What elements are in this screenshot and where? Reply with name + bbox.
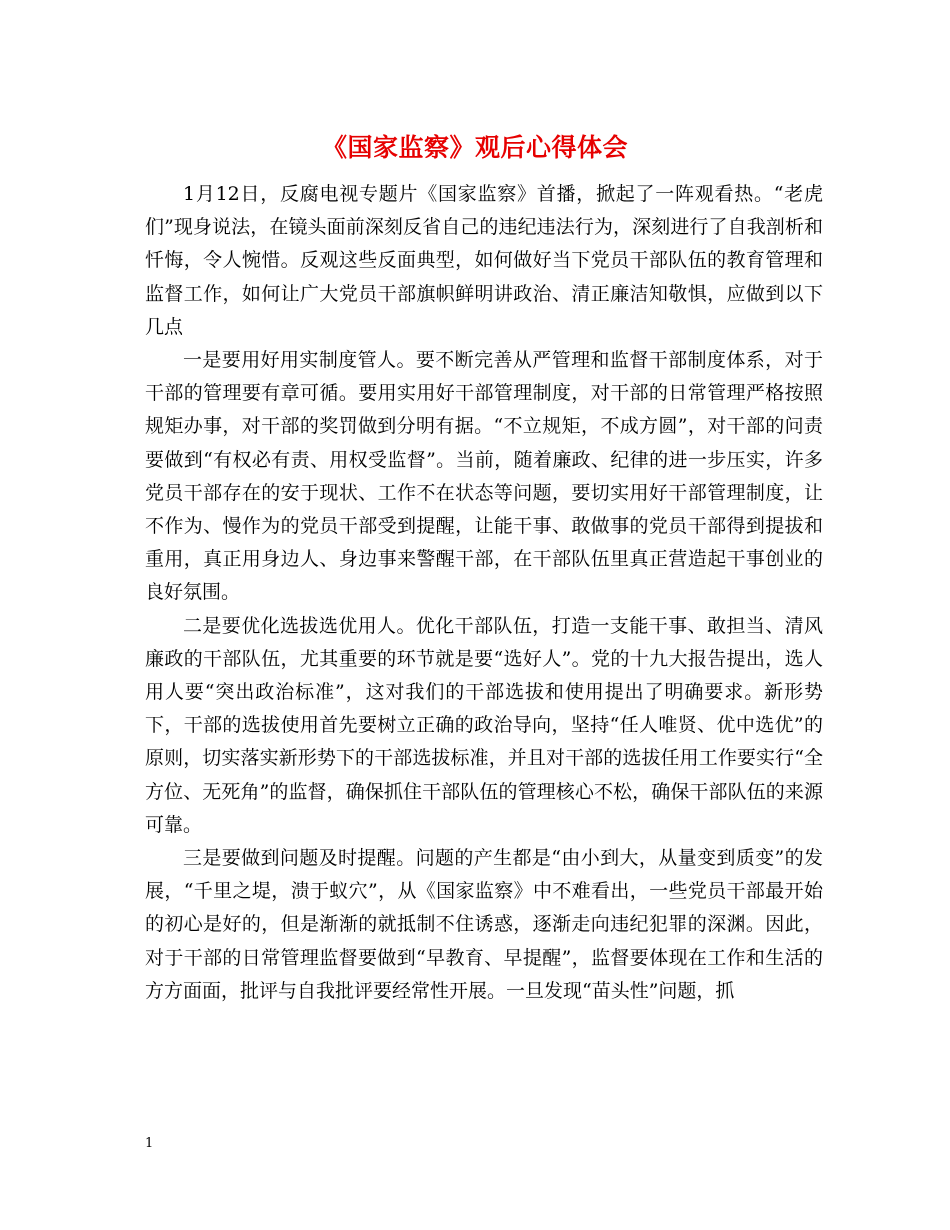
page-number: 1: [145, 1136, 154, 1151]
document-body: [145, 178, 823, 1008]
paragraph-point-2: 二是要优化选拔选优用人。优化干部队伍，打造一支能干事、敢担当、清风廉政的干部队伍，尤其重要的环节就是要“选好人”。党的十九大报告提出，选人用人要“突出政治标准”，这对我们的干部选拔和使用提出了明确要求。新形势下，干部的选拔使用首先要树立正确的政治导向，坚持“任人唯贤、优中选优”的原则，切实落实新形势下的干部选拔标准，并且对干部的选拔任用工作要实行“全方位、无死角”的监督，确保抓住干部队伍的管理核心不松，确保干部队伍的来源可靠。: [145, 614, 823, 836]
document-title: 《国家监察》观后心得体会: [321, 133, 628, 162]
paragraph-intro: 1月12日，反腐电视专题片《国家监察》首播，掀起了一阵观看热。“老虎们”现身说法，在镜头面前深刻反省自己的违纪违法行为，深刻进行了自我剖析和忏悔，令人惋惜。反观这些反面典型，如何做好当下党员干部队伍的教育管理和监督工作，如何让广大党员干部旗帜鲜明讲政治、清正廉洁知敬惧，应做到以下几点: [145, 183, 823, 338]
paragraph-point-1: 一是要用好用实制度管人。要不断完善从严管理和监督干部制度体系，对于干部的管理要有章可循。要用实用好干部管理制度，对干部的日常管理严格按照规矩办事，对干部的奖罚做到分明有据。“不立规矩，不成方圆”，对干部的问责要做到“有权必有责、用权受监督”。当前，随着廉政、纪律的进一步压实，许多党员干部存在的安于现状、工作不在状态等问题，要切实用好干部管理制度，让不作为、慢作为的党员干部受到提醒，让能干事、敢做事的党员干部得到提拔和重用，真正用身边人、身边事来警醒干部，在干部队伍里真正营造起干事创业的良好氛围。: [145, 349, 823, 604]
paragraph-point-3: 三是要做到问题及时提醒。问题的产生都是“由小到大，从量变到质变”的发展，“千里之堤，溃于蚁穴”，从《国家监察》中不难看出，一些党员干部最开始的初心是好的，但是渐渐的就抵制不住诱惑，逐渐走向违纪犯罪的深渊。因此，对于干部的日常管理监督要做到“早教育、早提醒”，监督要体现在工作和生活的方方面面，批评与自我批评要经常性开展。一旦发现“苗头性”问题，抓: [145, 847, 823, 1002]
